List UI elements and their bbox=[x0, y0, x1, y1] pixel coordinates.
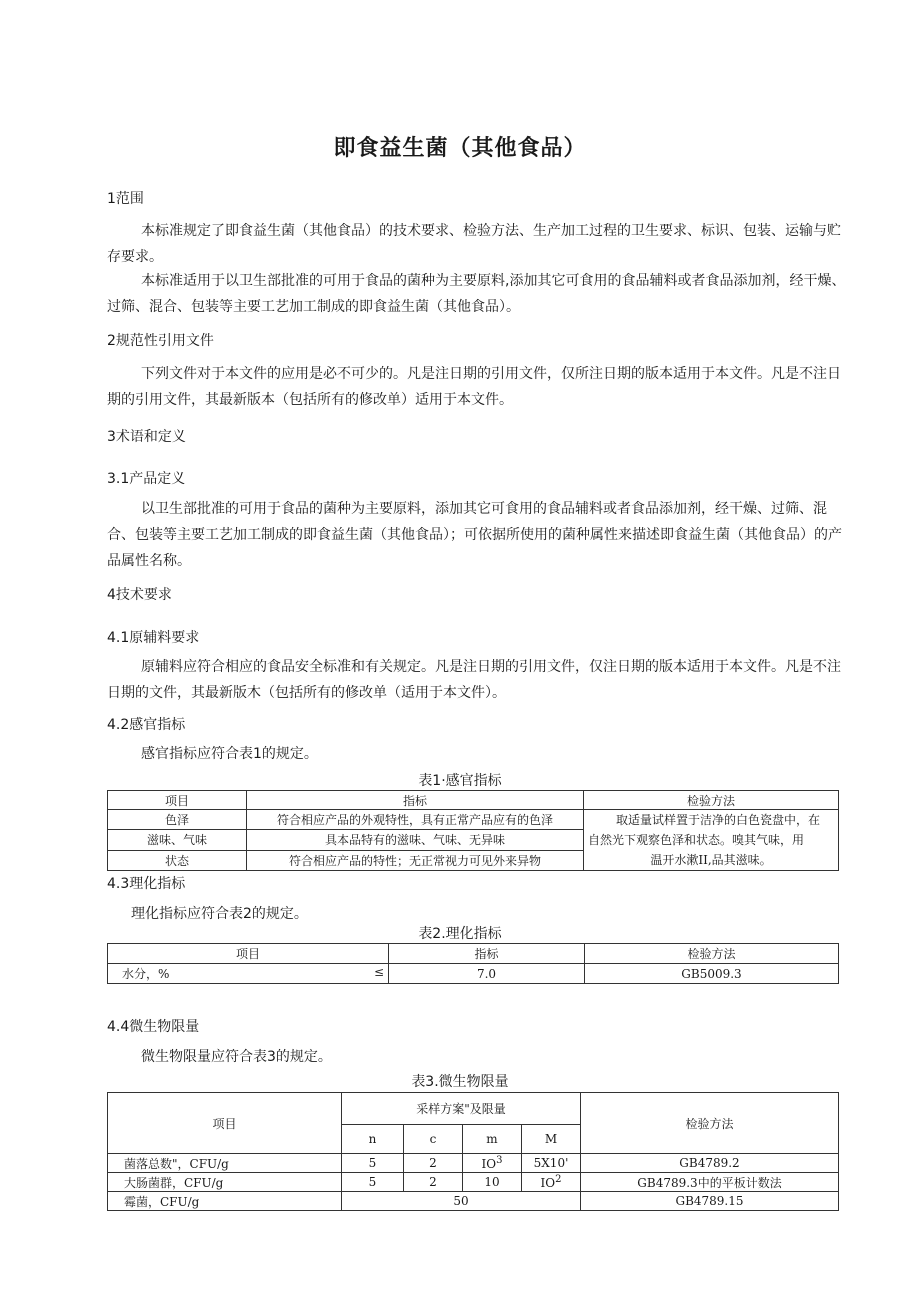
section-4-4-paragraph: 微生物限量应符合表3的规定。 bbox=[141, 1049, 332, 1065]
table-header-cell: c bbox=[404, 1124, 463, 1153]
sensory-table bbox=[107, 790, 839, 871]
table-header-cell: m bbox=[463, 1124, 522, 1153]
section-4-3-paragraph: 理化指标应符合表2的规定。 bbox=[131, 906, 308, 922]
table-header-row bbox=[108, 791, 839, 810]
table-cell: GB4789.3中的平板计数法 bbox=[581, 1173, 839, 1192]
table-header-cell: 项目 bbox=[108, 791, 247, 810]
table-1-caption: 表1·感官指标 bbox=[418, 773, 502, 789]
table-cell: 符合相应产品的特性；无正常视力可见外来异物 bbox=[247, 850, 584, 870]
table-header-cell: M bbox=[522, 1124, 581, 1153]
table-cell: 霉菌，CFU/g bbox=[108, 1192, 342, 1211]
M-exponent: 2 bbox=[555, 1174, 562, 1185]
table-2-caption: 表2.理化指标 bbox=[418, 926, 502, 942]
table-cell: GB4789.15 bbox=[581, 1192, 839, 1211]
table-header-cell: 项目 bbox=[108, 1093, 342, 1154]
table-cell: 2 bbox=[404, 1154, 463, 1173]
table-header-cell: 指标 bbox=[389, 944, 585, 964]
table-header-cell: 指标 bbox=[247, 791, 584, 810]
microbial-limits-table bbox=[107, 1092, 839, 1211]
page-title: 即食益生菌（其他食品） bbox=[333, 136, 587, 161]
method-line: 自然光下观察色泽和状态。嗅其气味，用 bbox=[588, 833, 805, 847]
table-cell: 5X10' bbox=[522, 1154, 581, 1173]
item-label: 水分，% bbox=[122, 967, 170, 981]
table-header-cell: n bbox=[342, 1124, 404, 1153]
method-line: 取适量试样置于洁净的白色瓷盘中，在 bbox=[616, 813, 821, 827]
section-4-2-paragraph: 感官指标应符合表1的规定。 bbox=[141, 746, 318, 762]
section-4-1-paragraph: 原辅料应符合相应的食品安全标准和有关规定。凡是注日期的引用文件，仅注日期的版本适用于本文件。凡是不注日期的文件，其最新版木（包括所有的修改单（适用于本文件）。 bbox=[107, 659, 841, 701]
section-1-heading: 1范围 bbox=[107, 191, 144, 207]
section-3-1-paragraph: 以卫生部批准的可用于食品的菌种为主要原料，添加其它可食用的食品辅料或者食品添加剂，经干燥、过筛、混合、包装等主要工艺加工制成的即食益生菌（其他食品）；可依据所使用的菌种属性来描述即食益生菌（其他食品）的产品属性名称。 bbox=[107, 501, 842, 569]
less-equal-symbol: ≤ bbox=[373, 965, 384, 979]
table-cell: 10 bbox=[463, 1173, 522, 1192]
table-cell: GB5009.3 bbox=[585, 964, 839, 984]
table-cell bbox=[463, 1154, 522, 1173]
table-header-cell: 检验方法 bbox=[584, 791, 839, 810]
table-cell: 色泽 bbox=[108, 810, 247, 830]
section-3-1-heading: 3.1产品定义 bbox=[107, 471, 186, 487]
table-cell: 50 bbox=[342, 1192, 581, 1211]
table-row bbox=[108, 964, 839, 984]
table-row bbox=[108, 1154, 839, 1173]
table-header-row bbox=[108, 1093, 839, 1125]
m-base: IO bbox=[481, 1157, 497, 1171]
section-4-1-heading: 4.1原辅料要求 bbox=[107, 630, 200, 646]
table-cell: 2 bbox=[404, 1173, 463, 1192]
table-cell: 大肠菌群，CFU/g bbox=[108, 1173, 342, 1192]
table-cell: 5 bbox=[342, 1173, 404, 1192]
table-row bbox=[108, 1192, 839, 1211]
table-header-cell: 检验方法 bbox=[585, 944, 839, 964]
table-cell bbox=[108, 964, 389, 984]
section-2-heading: 2规范性引用文件 bbox=[107, 333, 214, 349]
table-cell: 符合相应产品的外观特性，具有正常产品应有的色泽 bbox=[247, 810, 584, 830]
method-line: 温开水漱II,品其滋味。 bbox=[650, 853, 772, 867]
table-header-cell: 检验方法 bbox=[581, 1093, 839, 1154]
section-3-heading: 3术语和定义 bbox=[107, 429, 186, 445]
section-4-4-heading: 4.4微生物限量 bbox=[107, 1019, 200, 1035]
table-row bbox=[108, 1173, 839, 1192]
table-cell: 7.0 bbox=[389, 964, 585, 984]
table-row bbox=[108, 810, 839, 830]
table-cell: 5 bbox=[342, 1154, 404, 1173]
method-cell bbox=[584, 810, 839, 871]
m-exponent: 3 bbox=[496, 1155, 503, 1166]
section-4-heading: 4技术要求 bbox=[107, 587, 172, 603]
table-cell: 具本品特有的滋味、气味、无异味 bbox=[247, 830, 584, 850]
section-1-paragraph-2: 本标准适用于以卫生部批准的可用于食品的菌种为主要原料,添加其它可食用的食品辅料或者食品添加剂，经干燥、过筛、混合、包装等主要工艺加工制成的即食益生菌（其他食品）。 bbox=[107, 273, 846, 315]
table-cell: 菌落总数"，CFU/g bbox=[108, 1154, 342, 1173]
table-header-row bbox=[108, 944, 839, 964]
table-cell: 状态 bbox=[108, 850, 247, 870]
table-cell: GB4789.2 bbox=[581, 1154, 839, 1173]
section-1-paragraph-1: 本标准规定了即食益生菌（其他食品）的技术要求、检验方法、生产加工过程的卫生要求、标识、包装、运输与贮存要求。 bbox=[107, 223, 841, 265]
section-4-3-heading: 4.3理化指标 bbox=[107, 876, 186, 892]
table-cell: 滋味、气味 bbox=[108, 830, 247, 850]
table-cell bbox=[522, 1173, 581, 1192]
table-header-cell: 项目 bbox=[108, 944, 389, 964]
table-3-caption: 表3.微生物限量 bbox=[411, 1074, 509, 1090]
table-header-cell: 采样方案"及限量 bbox=[342, 1093, 581, 1125]
section-4-2-heading: 4.2感官指标 bbox=[107, 717, 186, 733]
section-2-paragraph: 下列文件对于本文件的应用是必不可少的。凡是注日期的引用文件，仅所注日期的版本适用于本文件。凡是不注日期的引用文件，其最新版本（包括所有的修改单）适用于本文件。 bbox=[107, 366, 841, 408]
physicochemical-table bbox=[107, 943, 839, 984]
M-base: IO bbox=[540, 1176, 556, 1190]
